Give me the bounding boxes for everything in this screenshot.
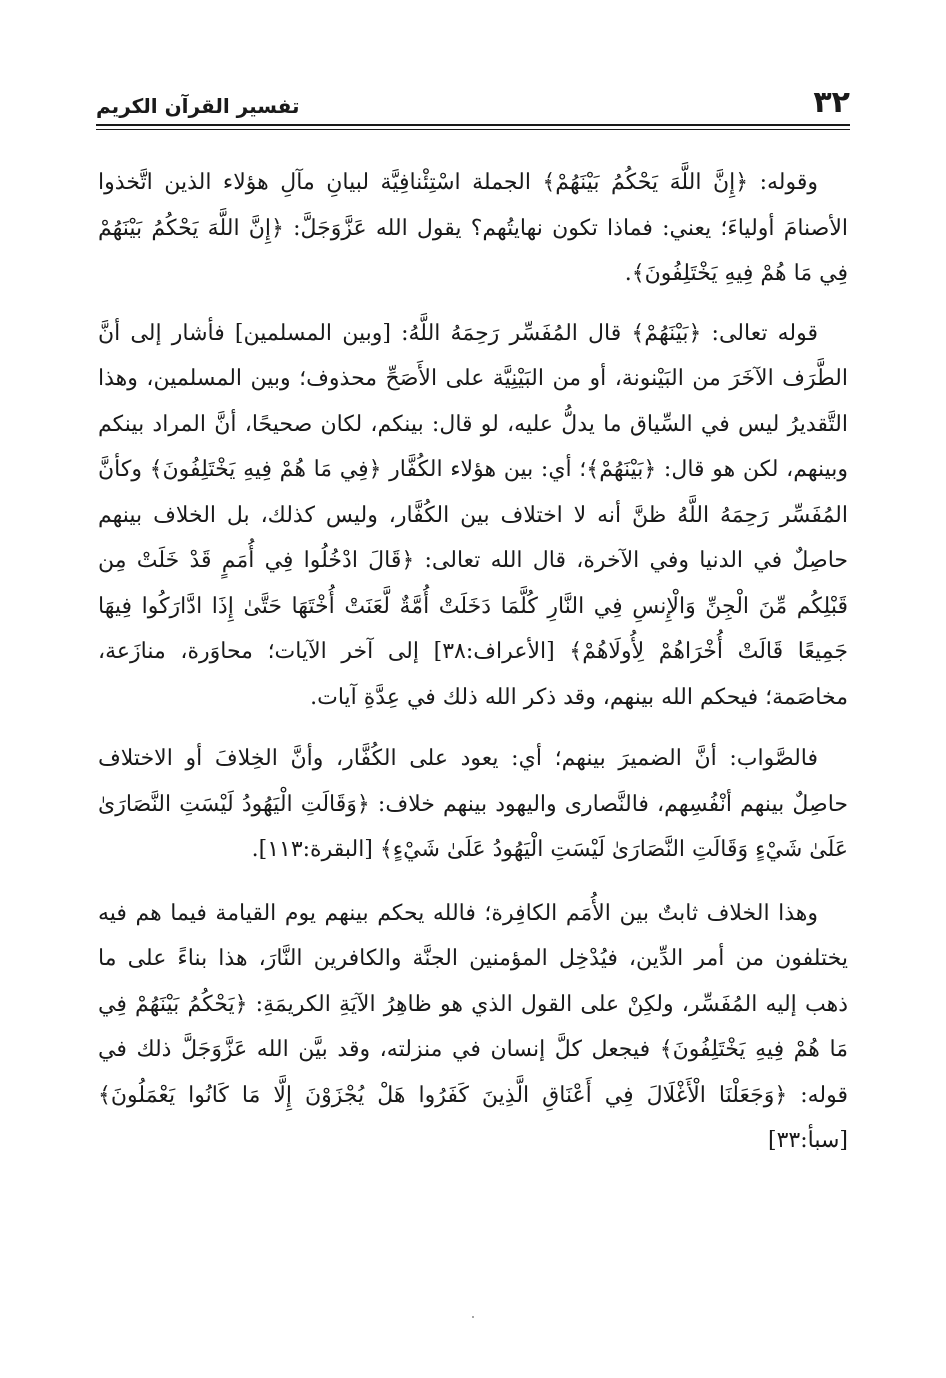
page-body [98, 160, 848, 1182]
paragraph-2: قوله تعالى: ﴿بَيْنَهُمْ﴾ قال المُفَسِّر رَحِمَهُ اللَّهُ: [وبين المسلمين] فأشار إلى أنَّ الطَّرَف الآخَرَ من البَيْنونة، أو من البَيْنِيَّة على الأَصَحِّ محذوف؛ وبين المسلمين، وهذا التَّقديرُ ليس في السِّياق ما يدلُّ عليه، لو قال: بينكم، لكان صحيحًا، أنَّ المراد بينكم وبينهم، لكن هو قال: ﴿بَيْنَهُمْ﴾؛ أي: بين هؤلاء الكُفَّار ﴿فِي مَا هُمْ فِيهِ يَخْتَلِفُونَ﴾ وكأنَّ المُفَسِّر رَحِمَهُ اللَّهُ ظنَّ أنه لا اختلاف بين الكُفَّار، وليس كذلك، بل الخلاف بينهم حاصِلٌ في الدنيا وفي الآخرة، قال الله تعالى: ﴿قَالَ ادْخُلُوا فِي أُمَمٍ قَدْ خَلَتْ مِن قَبْلِكُم مِّنَ الْجِنِّ وَالْإِنسِ فِي النَّارِ كُلَّمَا دَخَلَتْ أُمَّةٌ لَّعَنَتْ أُخْتَهَا حَتَّىٰ إِذَا ادَّارَكُوا فِيهَا جَمِيعًا قَالَتْ أُخْرَاهُمْ لِأُولَاهُمْ﴾ [الأعراف:٣٨] إلى آخر الآيات؛ محاوَرة، منازَعة، مخاصَمة؛ فيحكم الله بينهم، وقد ذكر الله ذلك في عِدَّةِ آيات. [98, 320, 849, 710]
scan-speck [472, 1316, 474, 1318]
header-rule-thin [96, 129, 850, 130]
page-header [96, 78, 850, 124]
page-number: ٣٢ [813, 85, 850, 120]
header-rule [96, 124, 850, 126]
paragraph-4: وهذا الخلاف ثابتٌ بين الأُمَم الكافِرة؛ فالله يحكم بينهم يوم القيامة فيما هم فيه يختلفون من أمر الدِّين، فيُدْخِل المؤمنين الجنَّة والكافرين النَّارَ، هذا بناءً على ما ذهب إليه المُفَسِّر، ولكِنْ على القول الذي هو ظاهِرُ الآيَةِ الكريمَةِ: ﴿يَحْكُمُ بَيْنَهُمْ فِي مَا هُمْ فِيهِ يَخْتَلِفُونَ﴾ فيجعل كلَّ إنسان في منزلته، وقد بيَّن الله عَزَّوَجَلَّ ذلك في قوله: ﴿وَجَعَلْنَا الْأَغْلَالَ فِي أَعْنَاقِ الَّذِينَ كَفَرُوا هَلْ يُجْزَوْنَ إِلَّا مَا كَانُوا يَعْمَلُونَ﴾ [سبأ:٣٣] [98, 900, 848, 1153]
paragraph-3: فالصَّواب: أنَّ الضميرَ بينهم؛ أي: يعود على الكُفَّار، وأنَّ الخِلافَ أو الاختلاف حاصِلٌ بينهم أنْفُسِهم، فالنَّصارى واليهود بينهم خلاف: ﴿وَقَالَتِ الْيَهُودُ لَيْسَتِ النَّصَارَىٰ عَلَىٰ شَيْءٍ وَقَالَتِ النَّصَارَىٰ لَيْسَتِ الْيَهُودُ عَلَىٰ شَيْءٍ﴾ [البقرة:١١٣]. [98, 746, 848, 862]
paragraph-1: وقوله: ﴿إِنَّ اللَّهَ يَحْكُمُ بَيْنَهُمْ﴾ الجملة اسْتِئْنافِيَّة لبيانِ مآلِ هؤلاء الذين اتَّخذوا الأصنامَ أولياءَ؛ يعني: فماذا تكون نهايتُهم؟ يقول الله عَزَّوَجَلَّ: ﴿إِنَّ اللَّهَ يَحْكُمُ بَيْنَهُمْ فِي مَا هُمْ فِيهِ يَخْتَلِفُونَ﴾. [98, 170, 848, 286]
running-title: تفسير القرآن الكريم [96, 94, 300, 118]
